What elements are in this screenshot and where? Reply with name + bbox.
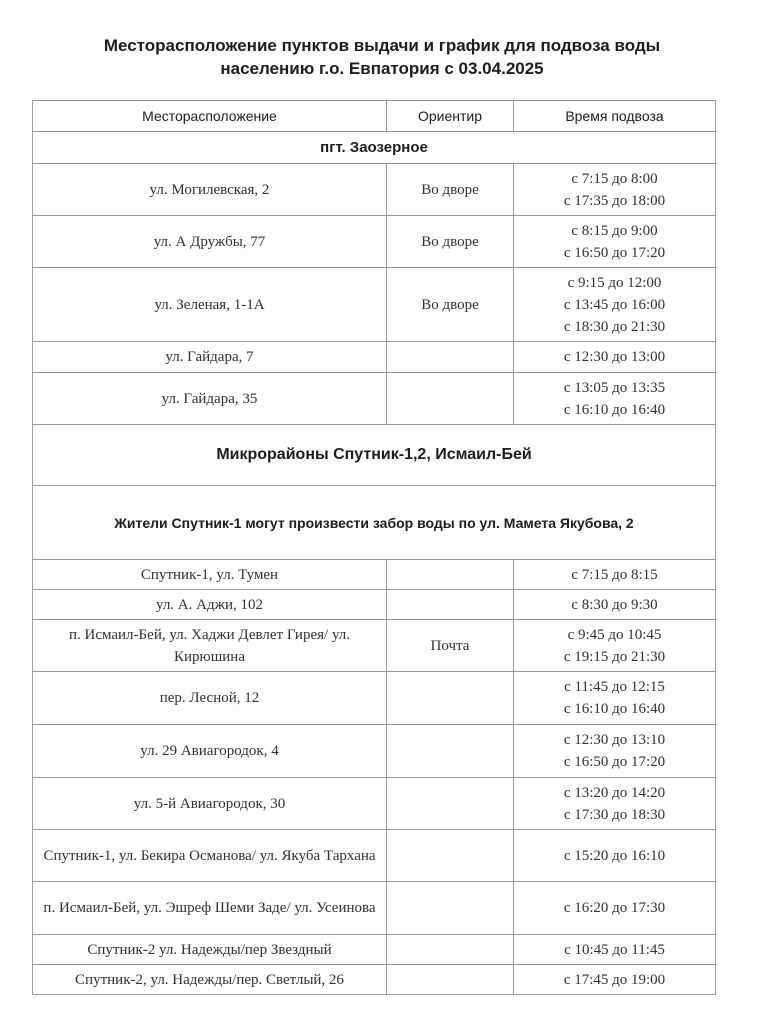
- location-cell: ул. 5-й Авиагородок, 30: [33, 778, 387, 830]
- section-title-row: [33, 425, 716, 486]
- time-slot: с 8:30 до 9:30: [571, 596, 658, 613]
- time-cell: [514, 268, 716, 342]
- table-row: [33, 778, 716, 830]
- landmark-cell: [387, 342, 514, 373]
- time-slot: с 16:50 до 17:20: [563, 754, 666, 770]
- landmark-cell: [387, 965, 514, 995]
- table-row: [33, 672, 716, 725]
- table-row: [33, 725, 716, 778]
- table-row: [33, 935, 716, 965]
- time-cell: [514, 590, 716, 620]
- time-slot: с 17:45 до 19:00: [563, 971, 666, 988]
- column-header-time: Время подвоза: [514, 101, 716, 132]
- table-row: [33, 268, 716, 342]
- table-row: [33, 560, 716, 590]
- time-slot: с 10:45 до 11:45: [564, 941, 665, 958]
- time-cell: [514, 560, 716, 590]
- table-row: [33, 620, 716, 672]
- time-slot: с 16:20 до 17:30: [563, 900, 666, 916]
- table-row: [33, 965, 716, 995]
- page-title-line-2: населению г.о. Евпатория с 03.04.2025: [220, 59, 544, 78]
- column-header-location: Месторасположение: [33, 101, 387, 132]
- time-slot: с 17:30 до 18:30: [563, 806, 666, 823]
- table-row: [33, 590, 716, 620]
- location-cell: ул. А Дружбы, 77: [33, 216, 387, 268]
- section-notice: Жители Спутник-1 могут произвести забор воды по ул. Мамета Якубова, 2: [33, 486, 716, 560]
- landmark-cell: [387, 672, 514, 725]
- landmark-cell: [387, 830, 514, 882]
- time-slot: с 16:50 до 17:20: [563, 244, 666, 261]
- time-slot: с 16:10 до 16:40: [563, 401, 666, 418]
- time-slot: с 17:35 до 18:00: [563, 192, 666, 209]
- time-slot: с 18:30 до 21:30: [563, 318, 666, 335]
- time-slot: с 7:15 до 8:00: [571, 170, 658, 187]
- location-cell: Спутник-1, ул. Тумен: [33, 560, 387, 590]
- landmark-cell: Во дворе: [387, 164, 514, 216]
- time-cell: [514, 164, 716, 216]
- time-slot: с 9:15 до 12:00: [567, 274, 662, 291]
- location-cell: ул. Зеленая, 1-1А: [33, 268, 387, 342]
- location-cell: ул. 29 Авиагородок, 4: [33, 725, 387, 778]
- page-title-line-1: Месторасположение пунктов выдачи и график для подвоза воды: [103, 36, 661, 55]
- landmark-cell: [387, 725, 514, 778]
- table-row: [33, 830, 716, 882]
- location-cell: пер. Лесной, 12: [33, 672, 387, 725]
- section-title: пгт. Заозерное: [33, 132, 716, 164]
- time-slot: с 19:15 до 21:30: [563, 648, 666, 665]
- time-slot: с 11:45 до 12:15: [564, 679, 665, 695]
- landmark-cell: [387, 373, 514, 425]
- table-row: [33, 164, 716, 216]
- landmark-cell: [387, 560, 514, 590]
- landmark-cell: [387, 882, 514, 935]
- landmark-cell: Во дворе: [387, 216, 514, 268]
- time-cell: [514, 620, 716, 672]
- time-cell: [514, 342, 716, 373]
- landmark-cell: [387, 935, 514, 965]
- table-row: [33, 882, 716, 935]
- location-cell: ул. Гайдара, 7: [33, 342, 387, 373]
- time-slot: с 7:15 до 8:15: [571, 566, 658, 583]
- landmark-cell: [387, 778, 514, 830]
- table-row: [33, 342, 716, 373]
- time-slot: с 16:10 до 16:40: [563, 701, 666, 717]
- section-title: Микрорайоны Спутник-1,2, Исмаил-Бей: [33, 425, 716, 486]
- landmark-cell: Во дворе: [387, 268, 514, 342]
- time-cell: [514, 935, 716, 965]
- location-cell: п. Исмаил-Бей, ул. Эшреф Шеми Заде/ ул. Усеинова: [33, 882, 387, 935]
- time-slot: с 12:30 до 13:10: [563, 732, 666, 748]
- location-cell: ул. А. Аджи, 102: [33, 590, 387, 620]
- time-cell: [514, 373, 716, 425]
- time-cell: [514, 830, 716, 882]
- page-title: [0, 34, 764, 80]
- schedule-table: [32, 100, 716, 995]
- time-slot: с 8:15 до 9:00: [571, 222, 658, 239]
- time-cell: [514, 216, 716, 268]
- time-slot: с 12:30 до 13:00: [563, 349, 666, 365]
- time-cell: [514, 672, 716, 725]
- time-slot: с 15:20 до 16:10: [563, 847, 666, 864]
- time-slot: с 13:45 до 16:00: [563, 296, 666, 313]
- column-header-landmark: Ориентир: [387, 101, 514, 132]
- section-title-row: [33, 132, 716, 164]
- location-cell: Спутник-1, ул. Бекира Османова/ ул. Якуба Тархана: [33, 830, 387, 882]
- table-body: [33, 132, 716, 995]
- location-cell: ул. Гайдара, 35: [33, 373, 387, 425]
- time-slot: с 9:45 до 10:45: [567, 626, 662, 643]
- time-slot: с 13:20 до 14:20: [563, 784, 666, 801]
- table-header-row: [33, 101, 716, 132]
- landmark-cell: Почта: [387, 620, 514, 672]
- time-cell: [514, 778, 716, 830]
- time-cell: [514, 965, 716, 995]
- section-notice-row: [33, 486, 716, 560]
- time-slot: с 13:05 до 13:35: [563, 379, 666, 396]
- location-cell: ул. Могилевская, 2: [33, 164, 387, 216]
- location-cell: п. Исмаил-Бей, ул. Хаджи Девлет Гирея/ ул. Кирюшина: [33, 620, 387, 672]
- time-cell: [514, 725, 716, 778]
- location-cell: Спутник-2 ул. Надежды/пер Звездный: [33, 935, 387, 965]
- table-row: [33, 216, 716, 268]
- time-cell: [514, 882, 716, 935]
- location-cell: Спутник-2, ул. Надежды/пер. Светлый, 26: [33, 965, 387, 995]
- table-row: [33, 373, 716, 425]
- landmark-cell: [387, 590, 514, 620]
